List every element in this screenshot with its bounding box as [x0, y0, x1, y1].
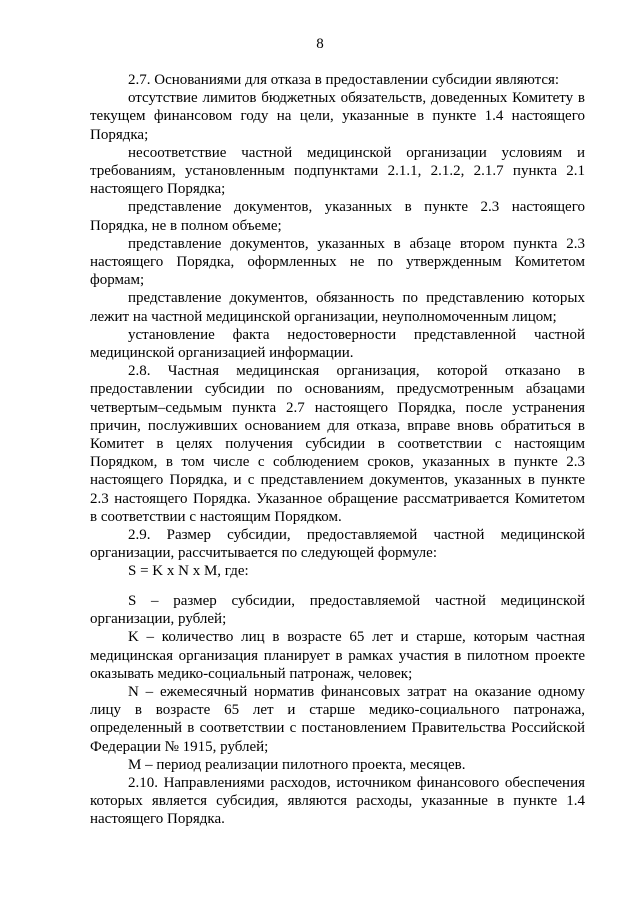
paragraph-nonconformity: несоответствие частной медицинской организации условиям и требованиям, установленным подпунктами 2.1.1, 2.1.2, 2.1.7 пункта 2.1 настоящего Порядка;: [90, 144, 585, 198]
paragraph-2-7-heading: 2.7. Основаниями для отказа в предоставлении субсидии являются:: [128, 72, 560, 88]
formula-block: [90, 562, 585, 580]
page-number: 8: [316, 36, 324, 52]
paragraph-unauthorized-person: представление документов, обязанность по представлению которых лежит на частной медицинской организации, неуполномоченным лицом;: [90, 290, 585, 325]
definition-n: N – ежемесячный норматив финансовых затрат на оказание одному лицу в возрасте 65 лет и старше медико-социального патронажа, определенный в соответствии с постановлением Правительства Российской Федерации № 1915, рублей;: [90, 684, 585, 755]
paragraph-2-10: 2.10. Направлениями расходов, источником финансового обеспечения которых является субсидия, являются расходы, указанные в пункте 1.4 настоящего Порядка.: [90, 775, 585, 828]
paragraph-incomplete-docs: представление документов, указанных в пункте 2.3 настоящего Порядка, не в полном объеме;: [90, 199, 585, 234]
definition-m: M – период реализации пилотного проекта, месяцев.: [128, 756, 466, 773]
definition-k: K – количество лиц в возрасте 65 лет и старше, которым частная медицинская организация планирует в рамках участия в пилотном проекте оказывать медико-социальный патронаж, человек;: [90, 629, 585, 682]
text-block-bottom: [90, 592, 585, 829]
formula: S = K x N x M, где:: [128, 563, 249, 579]
paragraph-2-8: 2.8. Частная медицинская организация, которой отказано в предоставлении субсидии по основаниям, предусмотренным абзацами четвертым–седьмым пункта 2.7 настоящего Порядка, после устранения причин, послуживших основанием для отказа, вправе вновь обратиться в Комитет в целях получения субсидии в соответствии с настоящим Порядком, в том числе с соблюдением сроков, указанных в пункте 2.3 настоящего Порядка, и с представлением документов, указанных в пункте 2.3 настоящего Порядка. Указанное обращение рассматривается Комитетом в соответствии с настоящим Порядком.: [90, 363, 585, 525]
definition-s: S – размер субсидии, предоставляемой частной медицинской организации, рублей;: [90, 593, 585, 628]
paragraph-2-9: 2.9. Размер субсидии, предоставляемой частной медицинской организации, рассчитывается по следующей формуле:: [90, 527, 585, 562]
paragraph-wrong-forms: представление документов, указанных в абзаце втором пункта 2.3 настоящего Порядка, оформленных не по утвержденным Комитетом формам;: [90, 235, 585, 289]
paragraph-limits: отсутствие лимитов бюджетных обязательств, доведенных Комитету в текущем финансовом году на цели, указанные в пункте 1.4 настоящего Порядка;: [90, 90, 585, 143]
text-block-top: [90, 71, 585, 562]
paragraph-false-info: установление факта недостоверности представленной частной медицинской организацией информации.: [90, 326, 585, 362]
